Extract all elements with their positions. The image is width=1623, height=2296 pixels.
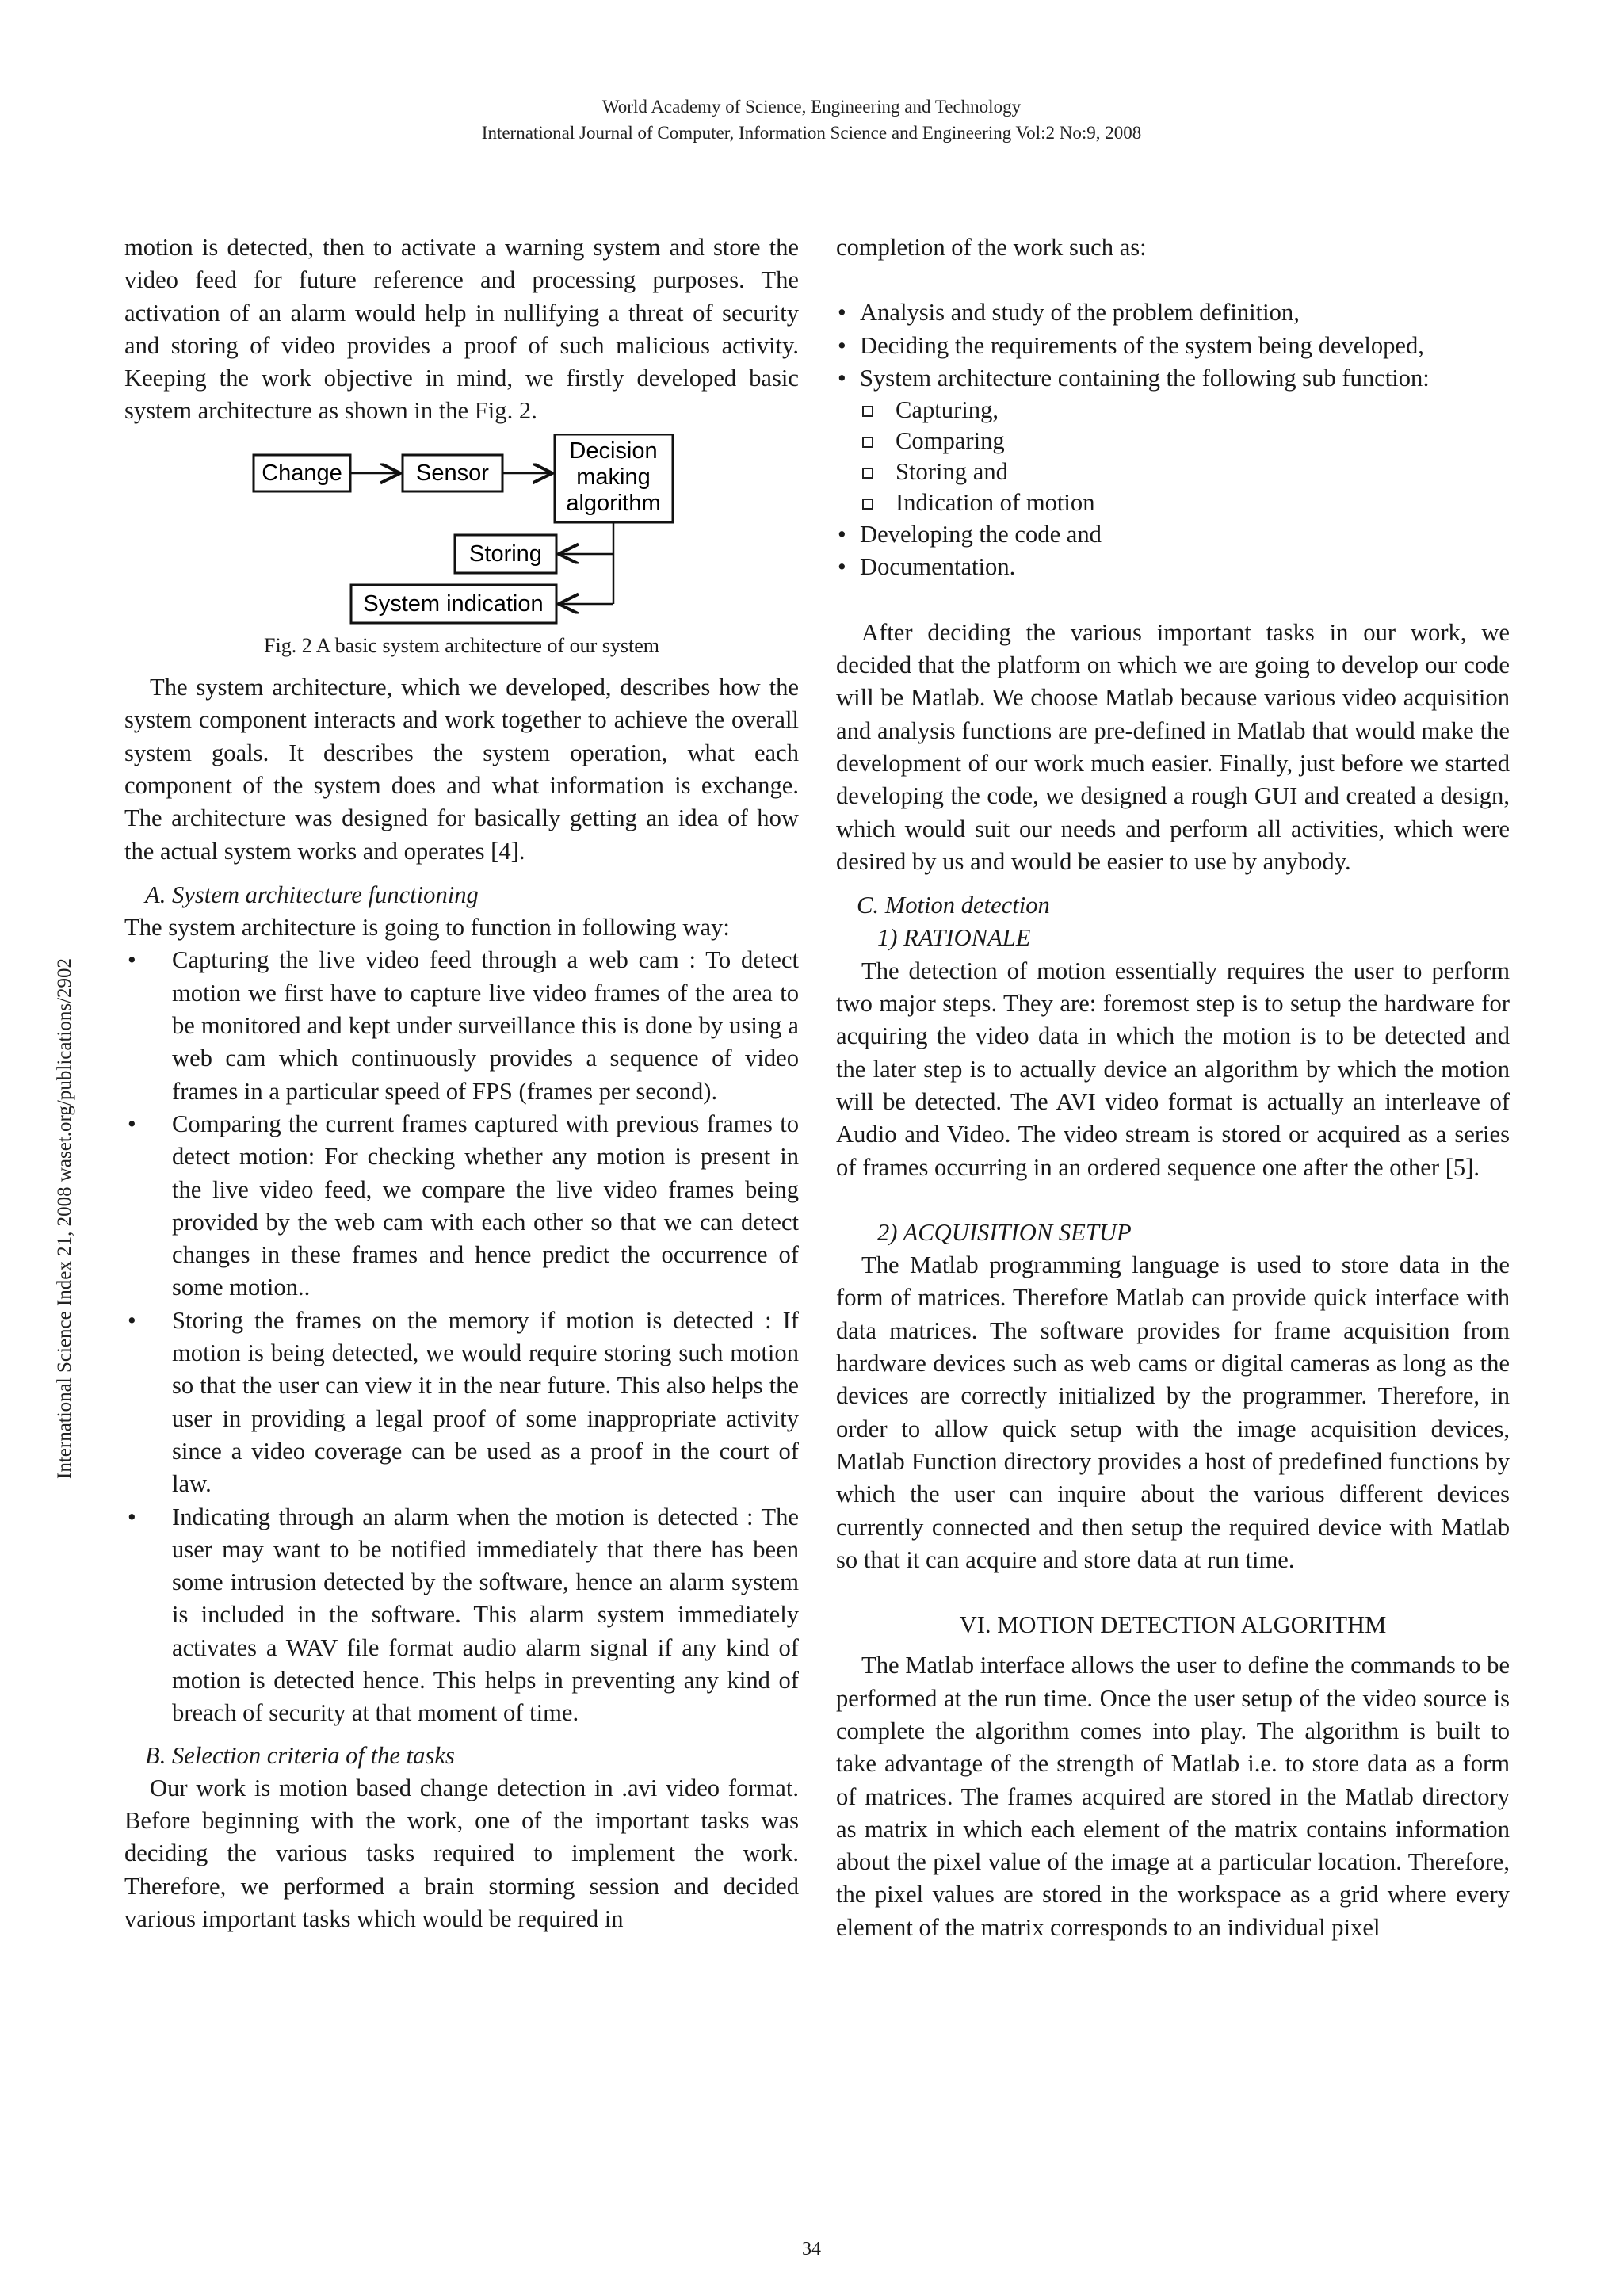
system-indication-label: System indication	[363, 590, 544, 617]
side-index-note: International Science Index 21, 2008 waset.org/publications/2902	[54, 957, 75, 1479]
decision-label-3: algorithm	[566, 490, 661, 516]
list-item: Capturing,	[859, 395, 1510, 426]
list-item: • Comparing the current frames captured with previous frames to detect motion: For checking whether any motion is present in the live video feed, we compare the live video frames being provided by the web cam with each other so that we can detect changes in these frames and hence predict the occurrence of some motion..	[124, 1108, 799, 1305]
decision-label-2: making	[576, 464, 651, 490]
list-item: Comparing	[859, 426, 1510, 457]
system-architecture-diagram	[124, 434, 799, 629]
list-item: • Capturing the live video feed through a web cam : To detect motion we first have to capture live video frames of the area to be monitored and kept under surveillance this is done by using a web cam which continuously provides a sequence of video frames in a particular speed of FPS (frames per second).	[124, 944, 799, 1107]
right-column	[836, 231, 1510, 1944]
list-item: • Storing the frames on the memory if motion is detected : If motion is being detected, we would require storing such motion so that the user can view it in the near future. This also helps the user in providing a legal proof of some inappropriate activity since a video coverage can be used as a proof in the court of law.	[124, 1305, 799, 1501]
figure-caption: Fig. 2 A basic system architecture of our system	[264, 633, 659, 657]
paragraph-rationale: The detection of motion essentially requires the user to perform two major steps. They are: foremost step is to setup the hardware for acquiring the video data in which the motion is to be detected and the later step is to actually device an algorithm by which the motion will be detected. The AVI video format is actually an interleave of Audio and Video. The video stream is stored or acquired as a series of frames occurring in an ordered sequence one after the other [5].	[836, 957, 1510, 1181]
list-item: • Documentation.	[836, 551, 1510, 583]
running-header	[0, 94, 1623, 146]
left-column	[124, 231, 799, 1935]
heading-c1: 1) RATIONALE	[877, 924, 1031, 952]
list-item: • Analysis and study of the problem definition,	[836, 296, 1510, 329]
paragraph-continuation: completion of the work such as:	[836, 234, 1147, 261]
figure-2	[124, 434, 799, 629]
journal-title: International Journal of Computer, Information Science and Engineering Vol:2 No:9, 2008	[481, 123, 1142, 143]
heading-a: A. System architecture functioning	[145, 881, 479, 908]
paragraph-intro: motion is detected, then to activate a warning system and store the video feed for future reference and processing purposes. The activation of an alarm would help in nullifying a threat of security and storing of video provides a proof of such malicious activity. Keeping the work objective in mind, we firstly developed basic system architecture as shown in the Fig. 2.	[124, 234, 799, 425]
heading-c: C. Motion detection	[857, 892, 1050, 919]
heading-c2: 2) ACQUISITION SETUP	[877, 1218, 1132, 1246]
paragraph-b: Our work is motion based change detection in .avi video format. Before beginning with the work, one of the important tasks was deciding the various tasks required to implement the work. Therefore, we performed a brain storming session and decided various important tasks which would be required in	[124, 1774, 799, 1933]
paragraph-acquisition: The Matlab programming language is used to store data in the form of matrices. Therefore Matlab can provide quick interface with data matrices. The software provides for frame acquisition from hardware devices such as web cams or digital cameras as long as the devices are correctly initialized by the programmer. Therefore, in order to allow quick setup with the image acquisition devices, Matlab Function directory provides a host of predefined functions by which the user can inquire about the various different devices currently connected and then setup the required device with Matlab so that it can acquire and store data at run time.	[836, 1251, 1510, 1573]
paragraph-architecture: The system architecture, which we developed, describes how the system component interacts and work together to achieve the overall system goals. It describes the system operation, what each component of the system does and what information is exchange. The architecture was designed for basically getting an idea of how the actual system works and operates [4].	[124, 674, 799, 865]
paragraph-algorithm: The Matlab interface allows the user to define the commands to be performed at the run time. Once the user setup of the video source is complete the algorithm comes into play. The algorithm is built to take advantage of the strength of Matlab i.e. to store data as a form of matrices. The frames acquired are stored in the Matlab directory as matrix in which each element of the matrix contains information about the pixel value of the image at a particular location. Therefore, the pixel values are stored in the workspace as a grid where every element of the matrix corresponds to an individual pixel	[836, 1652, 1510, 1941]
list-item: • Deciding the requirements of the system being developed,	[836, 330, 1510, 362]
paragraph-a-intro: The system architecture is going to function in following way:	[124, 914, 730, 942]
page-number: 34	[802, 2239, 821, 2260]
list-item: • Indicating through an alarm when the motion is detected : The user may want to be notified immediately that there has been some intrusion detected by the software, hence an alarm system is included in the software. This alarm system immediately activates a WAV file format audio alarm signal if any kind of motion is detected hence. This helps in preventing any kind of breach of security at that moment of time.	[124, 1501, 799, 1730]
list-item: • Developing the code and	[836, 518, 1510, 551]
sub-function-list	[836, 395, 1510, 518]
paragraph-after: After deciding the various important tasks in our work, we decided that the platform on which we are going to develop our code will be Matlab. We choose Matlab because various video acquisition and analysis functions are pre-defined in Matlab that would make the development of our work much easier. Finally, just before we started developing the code, we designed a rough GUI and created a design, which would suit our needs and perform all activities, which were desired by us and would be easier to use by anybody.	[836, 618, 1510, 875]
task-list-tail	[836, 518, 1510, 584]
sensor-label: Sensor	[416, 460, 489, 486]
change-label: Change	[262, 460, 342, 486]
functioning-list	[124, 944, 799, 1729]
list-item: Indication of motion	[859, 487, 1510, 518]
decision-label-1: Decision	[569, 437, 658, 464]
list-item: Storing and	[859, 457, 1510, 487]
journal-org: World Academy of Science, Engineering and Technology	[601, 97, 1022, 117]
list-item: • System architecture containing the following sub function:	[836, 362, 1510, 395]
heading-b: B. Selection criteria of the tasks	[145, 1741, 455, 1769]
section-vi-heading: VI. MOTION DETECTION ALGORITHM	[959, 1611, 1387, 1639]
storing-label: Storing	[469, 541, 542, 567]
task-list	[836, 296, 1510, 395]
